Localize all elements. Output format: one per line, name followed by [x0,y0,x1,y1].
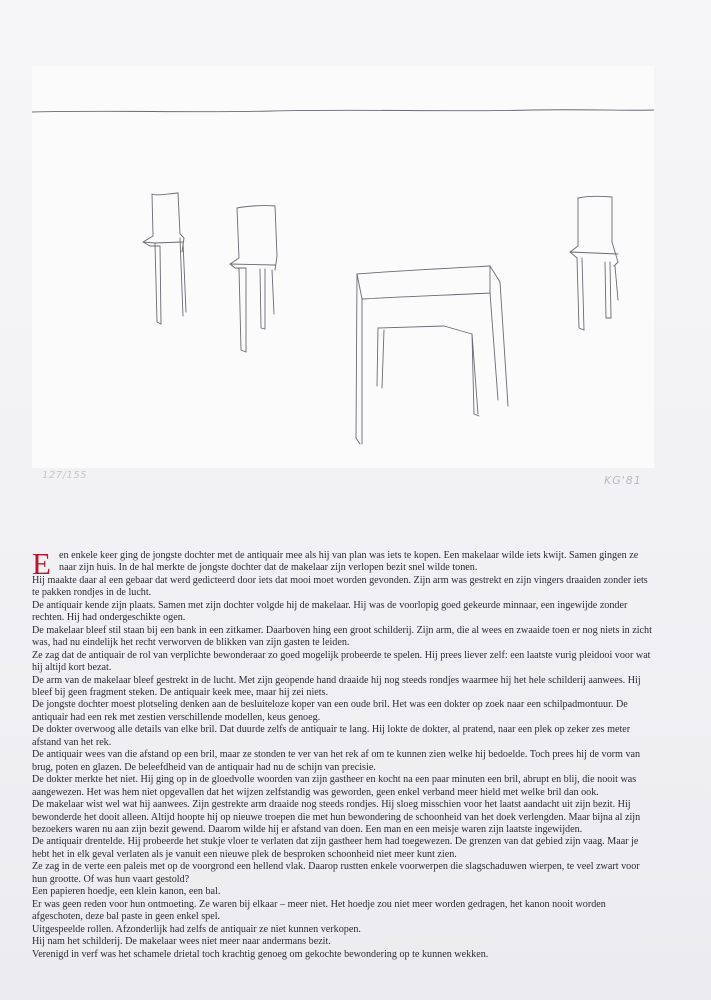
paragraph: De makelaar wist wel wat hij aanwees. Zijn gestrekte arm draaide nog steeds rondjes. Hij sloeg misschien voor het laatst aandacht uit zijn bezit. Hij bewonderde het dooit alleen. Altijd hoopte hij op nieuwe troepen die met hun bewondering de schoonheid van het doek verlengden. Maar bijna al zijn bezoekers waren nu aan zijn bezit gewend. Daarom wilde hij er afstand van doen. Een man en een meisje waren zijn laatste ingewijden. [32,799,641,835]
opening-paragraph-text: en enkele keer ging de jongste dochter met de antiquair mee als hij van plan was iets te kopen. Een makelaar wilde iets kwijt. Samen gingen ze naar zijn huis. In de hal merkte de jongste dochter dat de makelaar zijn verlopen bezit snel wilde tonen. [59,550,639,574]
paragraph: De dokter overwoog alle details van elke bril. Dat duurde zelfs de antiquair te lang. Hij lokte de dokter, al pratend, naar een plek op zeker zes meter afstand van het rek. [32,724,631,748]
etching-illustration [32,66,654,468]
paragraph: De antiquair wees van die afstand op een bril, maar ze stonden te ver van het rek af om te kunnen zien welke hij bedoelde. Toch prees hij de vorm van brug, poten en glazen. De beleefdheid van de antiquair had nu de schijn van precisie. [32,749,641,773]
chair-right-drawing [570,196,618,330]
chair-middle-left-drawing [230,206,277,352]
paragraph: De antiquair kende zijn plaats. Samen met zijn dochter volgde hij de makelaar. Hij was de voorlopig goed gekeurde minnaar, een ingewijde zonder rechten. Hij had ondergeschikte ogen. [32,599,628,624]
paragraph: Verenigd in verf was het schamele drietal toch krachtig genoeg om gekochte bewondering op te kunnen wekken. [32,948,489,960]
paragraph: Uitgespeelde rollen. Afzonderlijk had zelfs de antiquair ze niet kunnen verkopen. [32,923,361,935]
story-text [32,546,654,961]
edition-number: 127/155 [42,470,88,481]
paragraph: Een papieren hoedje, een klein kanon, een bal. [32,886,221,898]
paragraph: Ze zag dat de antiquair de rol van verplichte bewonderaar zo goed mogelijk probeerde te spelen. Hij prees liever zelf: een laatste vurig pleidooi voor wat hij altijd kort bezat. [32,649,651,674]
opening-paragraph [32,546,654,581]
drop-cap: E [32,546,51,581]
horizon-line [32,110,654,112]
paragraph: De arm van de makelaar bleef gestrekt in de lucht. Met zijn geopende hand draaide hij nog steeds rondjes waarmee hij het hele schilderij aanwees. Hij bleef bij geen fragment steken. De antiquair keek mee, maar hij zei niets. [32,674,641,698]
paragraph: Ze zag in de verte een paleis met op de voorgrond een hellend vlak. Daarop rustten enkele voorwerpen die slagschaduwen wierpen, te veel zwart voor hun grootte. Of was hun vaart gestold? [32,861,640,885]
paragraph: Hij maakte daar al een gebaar dat werd gedicteerd door iets dat mooi moet worden gevonden. Zijn arm was gestrekt en zijn vingers draaiden zonder iets te pakken rondjes in de lucht. [32,574,648,599]
paragraph: De jongste dochter moest plotseling denken aan de besluiteloze koper van een oude bril. Het was een dokter op zoek naar een schilpadmontuur. De antiquair had een rek met zestien verschillende modellen, keus genoeg. [32,699,628,723]
paragraph: De makelaar bleef stil staan bij een bank in een zitkamer. Daarboven hing een groot schilderij. Zijn arm, die al wees en zwaaide toen er nog niets in zicht was, had nu eindelijk het recht verworven de blikken van zijn gasten te leiden. [32,624,652,649]
table-drawing [356,266,508,444]
paragraph: De antiquair drentelde. Hij probeerde het stukje vloer te verlaten dat zijn gastheer hem had toegewezen. De grenzen van dat gebied zijn vaag. Maar je hebt het in elk geval verlaten als je vanuit een nieuwe plek de besproken schoonheid niet meer kunt zien. [32,836,639,860]
paragraph: Hij nam het schilderij. De makelaar wees niet meer naar andermans bezit. [32,936,331,948]
paragraph: De dokter merkte het niet. Hij ging op in de gloedvolle woorden van zijn gastheer en kocht na een paar minuten een bril, abrupt en blij, die nooit was aangewezen. Het was hem niet opgevallen dat het wijzen zelfstandig was geworden, geen enkel verband meer hield met welke bril dan ook. [32,774,637,798]
chair-left-drawing [143,193,186,324]
line-drawing [32,66,654,468]
paragraph: Er was geen reden voor hun ontmoeting. Ze waren bij elkaar – meer niet. Het hoedje zou niet meer worden gedragen, het kanon nooit worden afgeschoten, deze bal paste in geen enkel spel. [32,898,606,923]
artist-signature: KG'81 [604,474,642,487]
